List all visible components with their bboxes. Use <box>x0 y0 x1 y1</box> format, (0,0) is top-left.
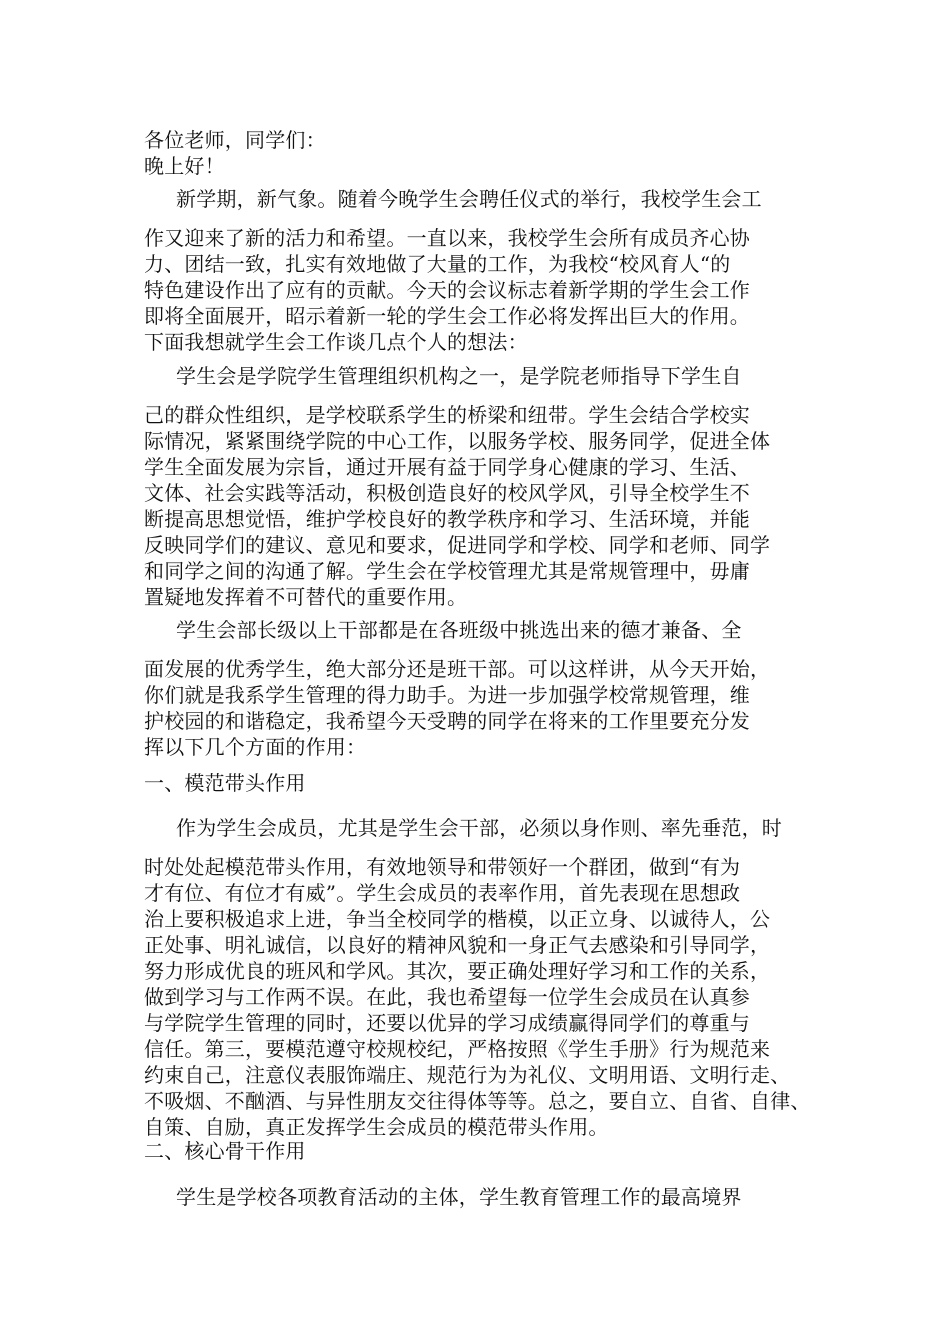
salutation: 各位老师，同学们： <box>144 128 326 152</box>
paragraph-line: 新学期，新气象。随着今晚学生会聘任仪式的举行，我校学生会工 <box>176 187 762 211</box>
paragraph-line: 挥以下几个方面的作用： <box>144 735 367 759</box>
paragraph-line: 作又迎来了新的活力和希望。一直以来，我校学生会所有成员齐心协 <box>144 226 750 250</box>
paragraph-line: 己的群众性组织，是学校联系学生的桥梁和纽带。学生会结合学校实 <box>144 403 750 427</box>
paragraph-line: 学生会是学院学生管理组织机构之一，是学院老师指导下学生自 <box>176 364 742 388</box>
paragraph-line: 力、团结一致，扎实有效地做了大量的工作，为我校“校风育人“的 <box>144 252 731 276</box>
greeting: 晚上好！ <box>144 154 225 178</box>
paragraph-line: 学生会部长级以上干部都是在各班级中挑选出来的德才兼备、全 <box>176 618 742 642</box>
paragraph-line: 正处事、明礼诚信，以良好的精神风貌和一身正气去感染和引导同学， <box>144 933 771 957</box>
paragraph-line: 治上要积极追求上进，争当全校同学的楷模，以正立身、以诚待人，公 <box>144 907 771 931</box>
paragraph-line: 际情况，紧紧围绕学院的中心工作，以服务学校、服务同学，促进全体 <box>144 429 771 453</box>
paragraph-line: 和同学之间的沟通了解。学生会在学校管理尤其是常规管理中，毋庸 <box>144 559 750 583</box>
paragraph-line: 置疑地发挥着不可替代的重要作用。 <box>144 585 468 609</box>
paragraph-line: 反映同学们的建议、意见和要求，促进同学和学校、同学和老师、同学 <box>144 533 771 557</box>
paragraph-line: 特色建设作出了应有的贡献。今天的会议标志着新学期的学生会工作 <box>144 278 750 302</box>
paragraph-line: 时处处起模范带头作用，有效地领导和带领好一个群团，做到“有为 <box>144 855 741 879</box>
paragraph-line: 约束自己，注意仪表服饰端庄、规范行为为礼仪、文明用语、文明行走、 <box>144 1063 791 1087</box>
paragraph-line: 护校园的和谐稳定，我希望今天受聘的同学在将来的工作里要充分发 <box>144 709 750 733</box>
paragraph-line: 与学院学生管理的同时，还要以优异的学习成绩赢得同学们的尊重与 <box>144 1011 750 1035</box>
paragraph-line: 作为学生会成员，尤其是学生会干部，必须以身作则、率先垂范，时 <box>176 816 782 840</box>
paragraph-line: 学生全面发展为宗旨，通过开展有益于同学身心健康的学习、生活、 <box>144 455 750 479</box>
paragraph-line: 断提高思想觉悟，维护学校良好的教学秩序和学习、生活环境，并能 <box>144 507 750 531</box>
section-heading: 二、核心骨干作用 <box>144 1139 306 1163</box>
paragraph-line: 学生是学校各项教育活动的主体，学生教育管理工作的最高境界 <box>176 1185 742 1209</box>
section-heading: 一、模范带头作用 <box>144 771 306 795</box>
paragraph-line: 信任。第三，要模范遵守校规校纪，严格按照《学生手册》行为规范来 <box>144 1037 771 1061</box>
paragraph-line: 才有位、有位才有威”。学生会成员的表率作用，首先表现在思想政 <box>144 881 741 905</box>
paragraph-line: 文体、社会实践等活动，积极创造良好的校风学风，引导全校学生不 <box>144 481 750 505</box>
paragraph-line: 面发展的优秀学生，绝大部分还是班干部。可以这样讲，从今天开始， <box>144 657 771 681</box>
paragraph-line: 自策、自励，真正发挥学生会成员的模范带头作用。 <box>144 1115 609 1139</box>
paragraph-line: 下面我想就学生会工作谈几点个人的想法： <box>144 330 528 354</box>
paragraph-line: 不吸烟、不酗酒、与异性朋友交往得体等等。总之，要自立、自省、自律、 <box>144 1089 811 1113</box>
paragraph-line: 做到学习与工作两不误。在此，我也希望每一位学生会成员在认真参 <box>144 985 750 1009</box>
paragraph-line: 你们就是我系学生管理的得力助手。为进一步加强学校常规管理，维 <box>144 683 750 707</box>
paragraph-line: 努力形成优良的班风和学风。其次，要正确处理好学习和工作的关系， <box>144 959 771 983</box>
paragraph-line: 即将全面展开，昭示着新一轮的学生会工作必将发挥出巨大的作用。 <box>144 304 750 328</box>
